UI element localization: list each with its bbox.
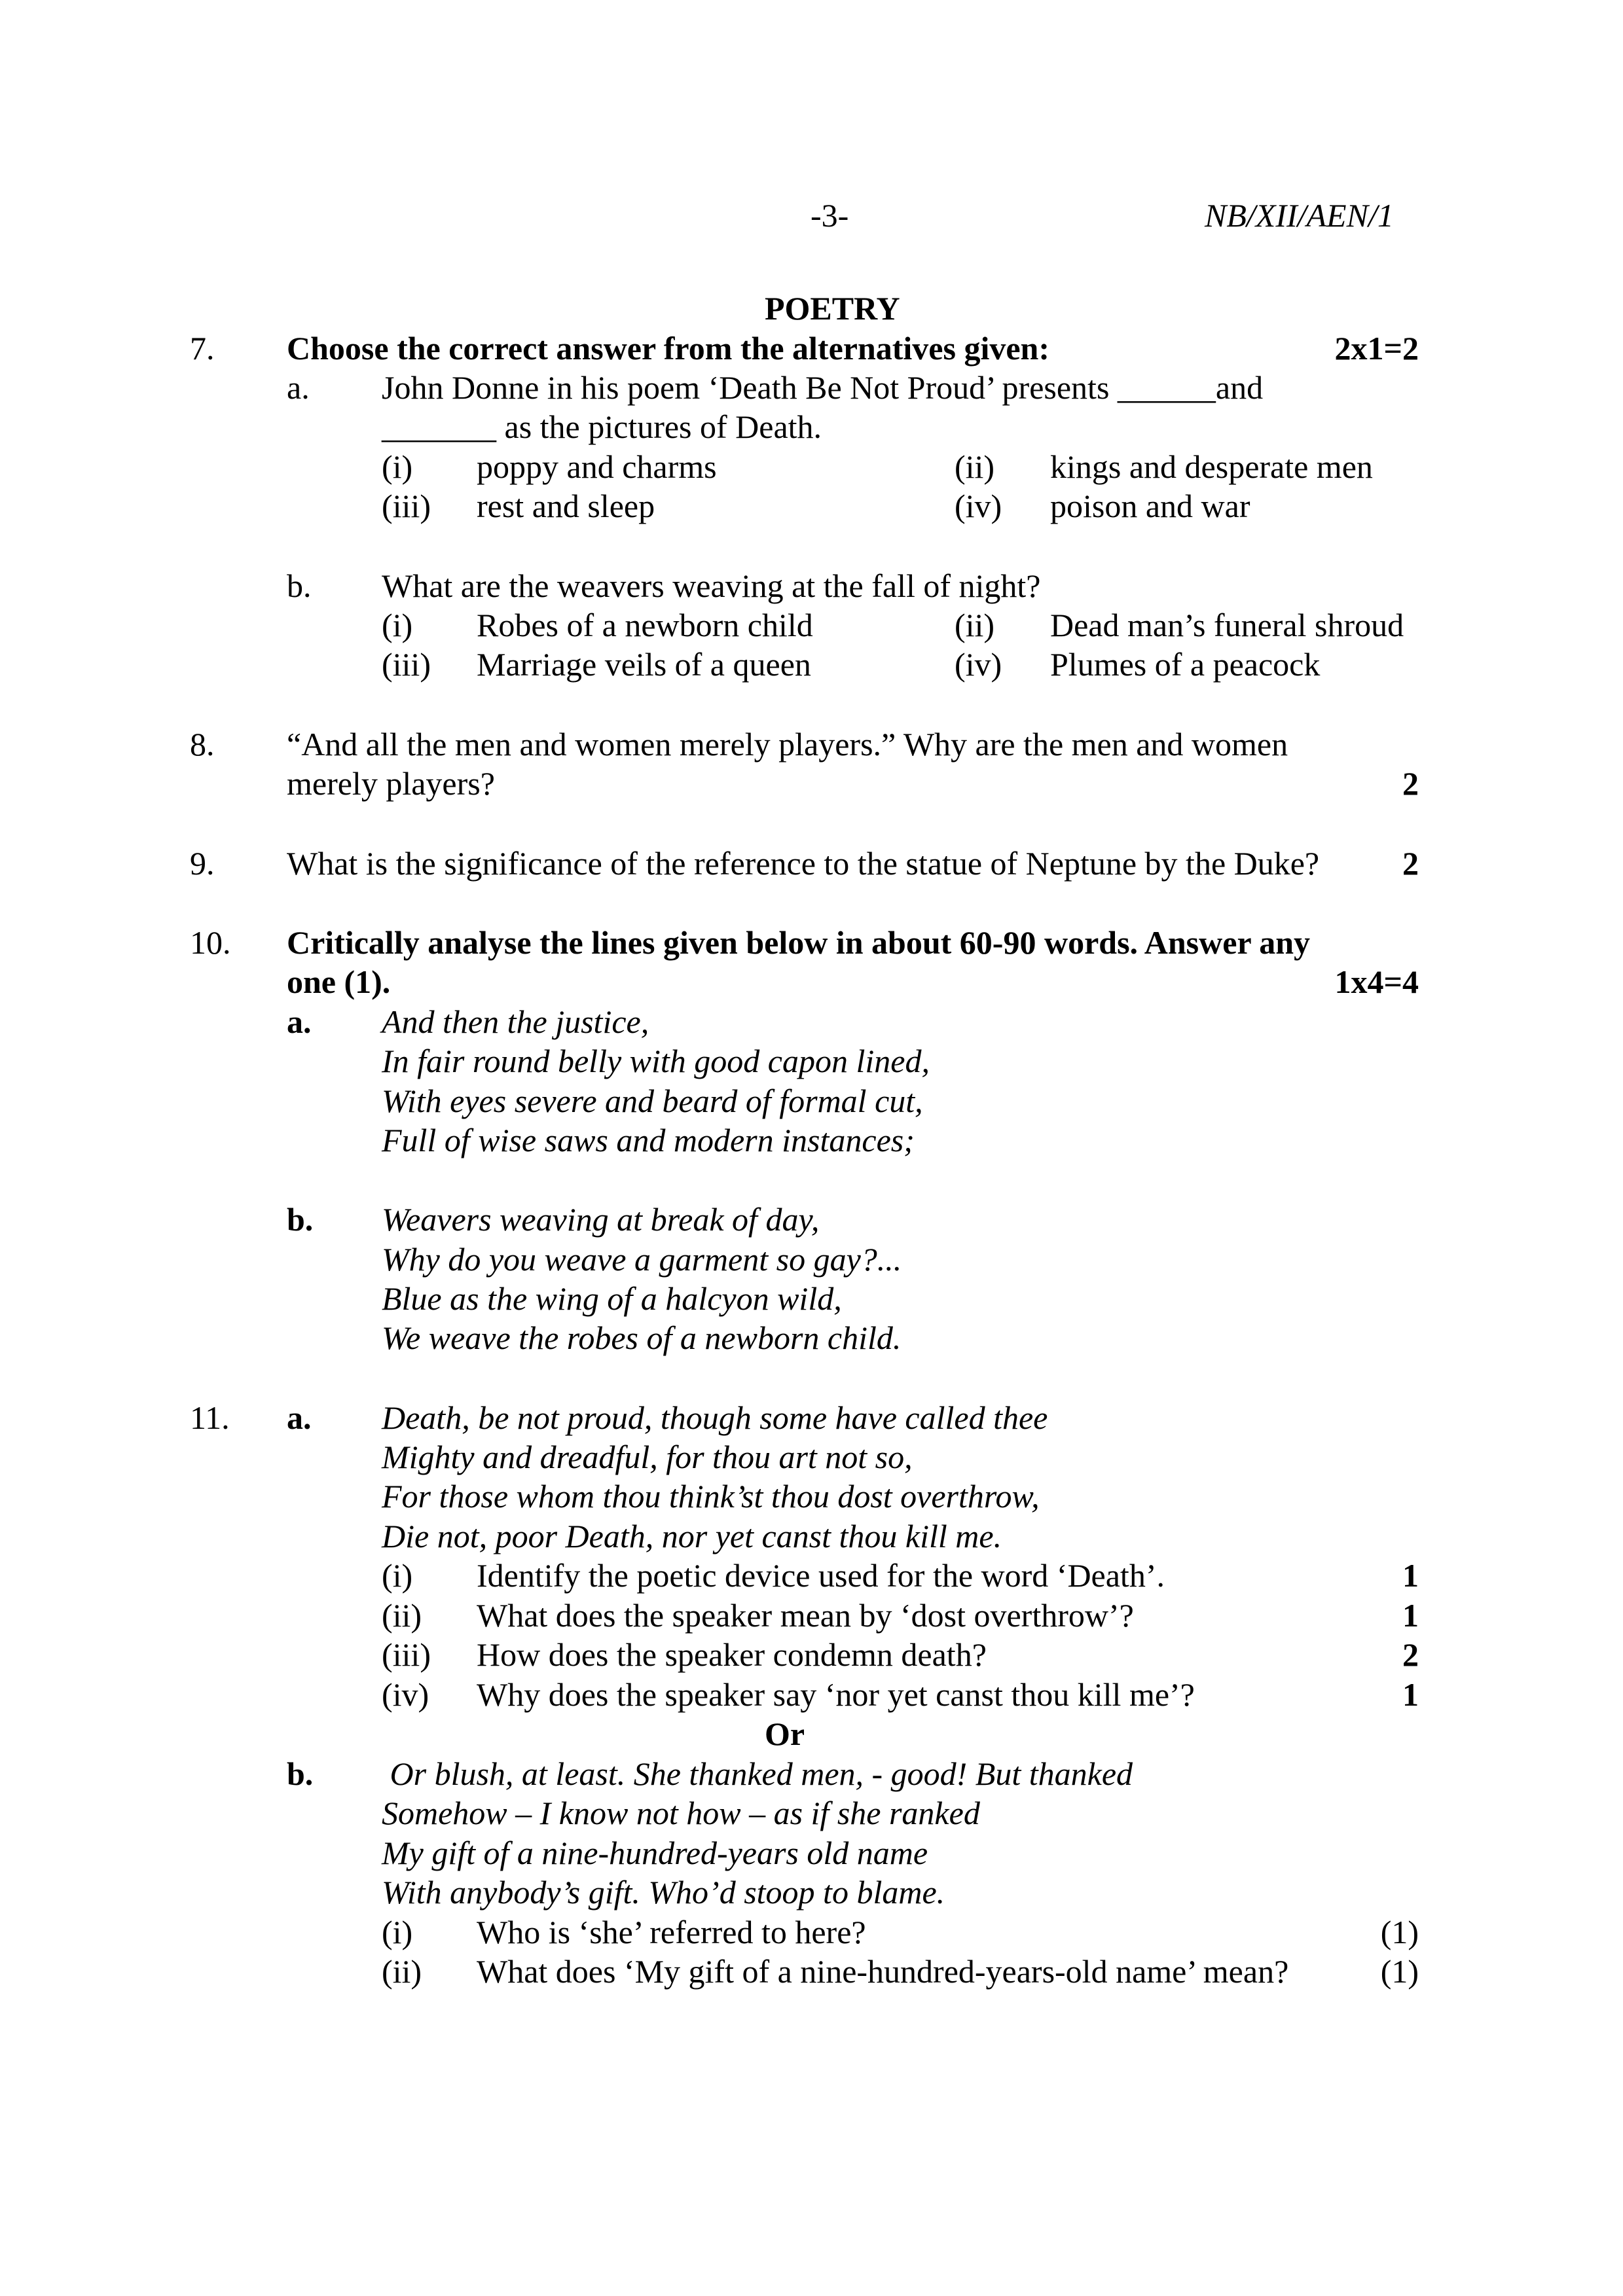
q11a-label: a. xyxy=(287,1399,312,1436)
q7b-question: What are the weavers weaving at the fall of night? xyxy=(382,567,1041,604)
q9-number: 9. xyxy=(190,845,215,882)
q10b-poem-line: Why do you weave a garment so gay?... xyxy=(382,1241,902,1278)
q7b-option-num: (ii) xyxy=(955,607,995,643)
q11a-sub-num: (iii) xyxy=(382,1636,431,1673)
q8-line1: “And all the men and women merely players.” Why are the men and women xyxy=(287,726,1288,762)
q7b-option-num: (iv) xyxy=(955,646,1002,683)
q10a-poem-line: And then the justice, xyxy=(382,1003,649,1040)
q10-line2: one (1). xyxy=(287,963,391,1000)
section-title: POETRY xyxy=(765,290,900,327)
q7b-option-text: Robes of a newborn child xyxy=(477,607,813,643)
q7a-label: a. xyxy=(287,369,310,406)
q11b-poem-line: Or blush, at least. She thanked men, - good! But thanked xyxy=(382,1755,1133,1792)
q10-marks: 1x4=4 xyxy=(1334,963,1419,1000)
q7-number: 7. xyxy=(190,330,215,367)
q10a-poem-line: Full of wise saws and modern instances; xyxy=(382,1122,915,1158)
q7a-option-num: (i) xyxy=(382,448,413,485)
q11a-sub-marks: 2 xyxy=(1402,1636,1419,1673)
q11b-poem-line: Somehow – I know not how – as if she ranked xyxy=(382,1795,980,1831)
q11a-sub-text: How does the speaker condemn death? xyxy=(477,1636,987,1673)
q7b-option-text: Plumes of a peacock xyxy=(1050,646,1321,683)
q7a-option-num: (ii) xyxy=(955,448,995,485)
q8-line2: merely players? xyxy=(287,765,495,802)
q10b-poem-line: Blue as the wing of a halcyon wild, xyxy=(382,1280,842,1317)
q7b-option-text: Marriage veils of a queen xyxy=(477,646,811,683)
q11a-sub-text: Why does the speaker say ‘nor yet canst thou kill me’? xyxy=(477,1676,1195,1713)
q10a-label: a. xyxy=(287,1003,312,1040)
q11b-poem-line: My gift of a nine-hundred-years old name xyxy=(382,1835,928,1871)
q11a-poem-line: Death, be not proud, though some have called thee xyxy=(382,1399,1048,1436)
q10b-poem-line: Weavers weaving at break of day, xyxy=(382,1201,820,1238)
q11b-poem-line: With anybody’s gift. Who’d stoop to blame. xyxy=(382,1874,945,1910)
q7a-option-num: (iv) xyxy=(955,488,1002,524)
q11a-sub-num: (i) xyxy=(382,1557,413,1594)
q10-line1: Critically analyse the lines given below in about 60-90 words. Answer any xyxy=(287,924,1311,961)
page-number: -3- xyxy=(811,197,849,234)
q11a-poem-line: Mighty and dreadful, for thou art not so, xyxy=(382,1439,913,1475)
q9-marks: 2 xyxy=(1402,845,1419,882)
q7a-option-text: poison and war xyxy=(1050,488,1250,524)
q11b-sub-num: (i) xyxy=(382,1914,413,1950)
q7a-option-text: poppy and charms xyxy=(477,448,717,485)
q11-number: 11. xyxy=(190,1399,230,1436)
q7-instruction: Choose the correct answer from the alternatives given: xyxy=(287,330,1049,367)
q10a-poem-line: With eyes severe and beard of formal cut, xyxy=(382,1083,923,1119)
q11b-sub-marks: (1) xyxy=(1380,1953,1419,1990)
q9-text: What is the significance of the reference to the statue of Neptune by the Duke? xyxy=(287,845,1320,882)
q8-marks: 2 xyxy=(1402,765,1419,802)
q11b-sub-num: (ii) xyxy=(382,1953,422,1990)
or-separator: Or xyxy=(765,1715,805,1752)
q10-number: 10. xyxy=(190,924,231,961)
q7b-option-text: Dead man’s funeral shroud xyxy=(1050,607,1404,643)
q7a-option-text: kings and desperate men xyxy=(1050,448,1373,485)
q11b-sub-text: Who is ‘she’ referred to here? xyxy=(477,1914,866,1950)
q10a-poem-line: In fair round belly with good capon lined, xyxy=(382,1043,930,1079)
q10b-poem-line: We weave the robes of a newborn child. xyxy=(382,1319,902,1356)
q11a-sub-marks: 1 xyxy=(1402,1676,1419,1713)
q11b-sub-marks: (1) xyxy=(1380,1914,1419,1950)
q8-number: 8. xyxy=(190,726,215,762)
q11b-sub-text: What does ‘My gift of a nine-hundred-years-old name’ mean? xyxy=(477,1953,1289,1990)
q7b-option-num: (i) xyxy=(382,607,413,643)
q11a-sub-text: Identify the poetic device used for the word ‘Death’. xyxy=(477,1557,1165,1594)
q11a-sub-marks: 1 xyxy=(1402,1597,1419,1634)
q7a-option-num: (iii) xyxy=(382,488,431,524)
q7b-label: b. xyxy=(287,567,312,604)
q11a-sub-text: What does the speaker mean by ‘dost overthrow’? xyxy=(477,1597,1134,1634)
q7-marks: 2x1=2 xyxy=(1334,330,1419,367)
q10b-label: b. xyxy=(287,1201,314,1238)
q11a-poem-line: Die not, poor Death, nor yet canst thou kill me. xyxy=(382,1518,1002,1554)
q11b-label: b. xyxy=(287,1755,314,1792)
q11a-sub-marks: 1 xyxy=(1402,1557,1419,1594)
q7b-option-num: (iii) xyxy=(382,646,431,683)
q11a-sub-num: (iv) xyxy=(382,1676,429,1713)
q7a-option-text: rest and sleep xyxy=(477,488,655,524)
paper-code: NB/XII/AEN/1 xyxy=(1205,197,1394,234)
q11a-sub-num: (ii) xyxy=(382,1597,422,1634)
q7a-line1: John Donne in his poem ‘Death Be Not Proud’ presents ______and xyxy=(382,369,1264,406)
q11a-poem-line: For those whom thou think’st thou dost overthrow, xyxy=(382,1478,1040,1515)
q7a-line2: _______ as the pictures of Death. xyxy=(382,408,822,445)
